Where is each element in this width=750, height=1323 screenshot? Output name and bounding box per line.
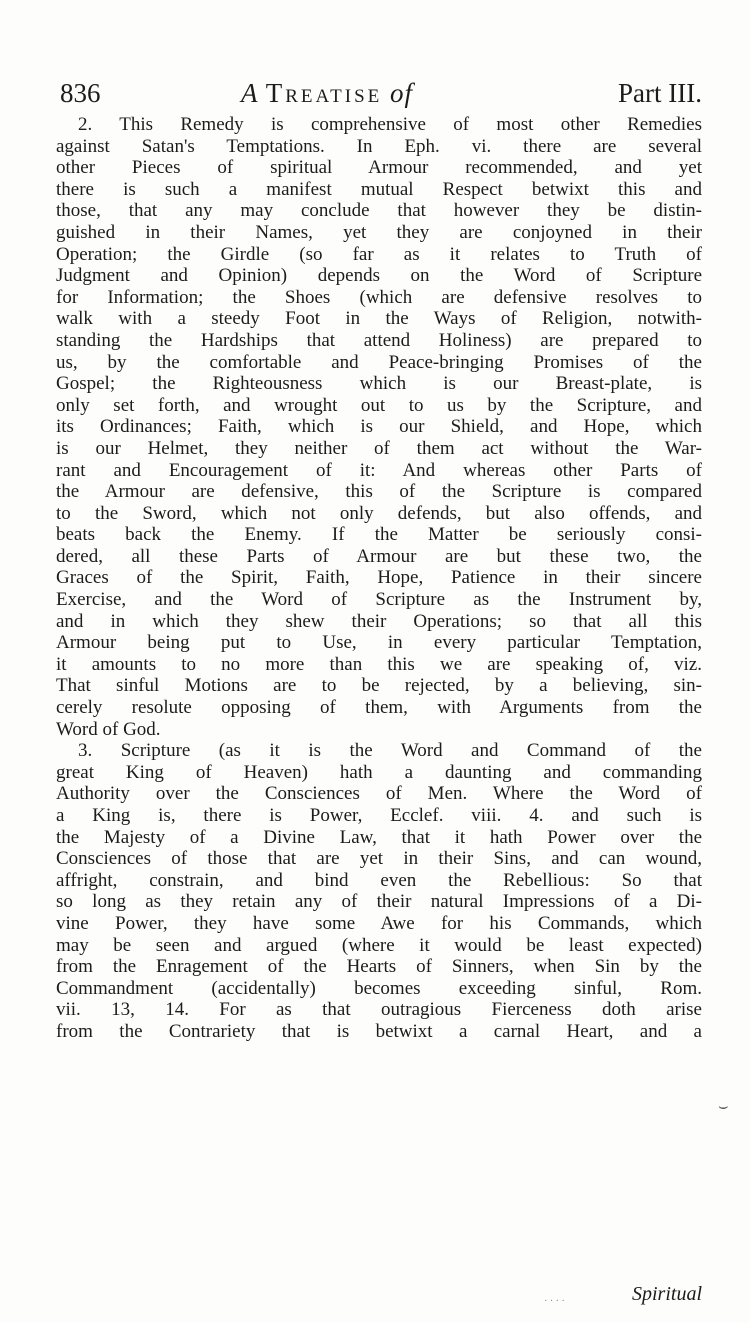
page-header [56, 78, 702, 114]
text-line: the Armour are defensive, this of the Scripture is compared [56, 481, 702, 503]
text-line: cerely resolute opposing of them, with Arguments from the [56, 697, 702, 719]
text-line: and in which they shew their Operations; so that all this [56, 610, 702, 632]
text-line: standing the Hardships that attend Holiness) are prepared to [56, 329, 702, 351]
text-line: vine Power, they have some Awe for his Commands, which [56, 912, 702, 934]
text-line: affright, constrain, and bind even the Rebellious: So that [56, 869, 702, 891]
text-line: its Ordinances; Faith, which is our Shield, and Hope, which [56, 416, 702, 438]
text-line: Graces of the Spirit, Faith, Hope, Patience in their sincere [56, 567, 702, 589]
running-title-suffix: of [390, 78, 414, 108]
text-line: Judgment and Opinion) depends on the Word of Scripture [56, 265, 702, 287]
page-number: 836 [60, 78, 101, 108]
text-line: great King of Heaven) hath a daunting and commanding [56, 761, 702, 783]
text-line: Gospel; the Righteousness which is our Breast-plate, is [56, 373, 702, 395]
text-line: Armour being put to Use, in every particular Temptation, [56, 632, 702, 654]
running-title [241, 78, 413, 109]
text-line: for Information; the Shoes (which are defensive resolves to [56, 286, 702, 308]
margin-mark-icon: ⌣ [718, 1098, 729, 1115]
text-line: us, by the comfortable and Peace-bringing Promises of the [56, 351, 702, 373]
text-line: dered, all these Parts of Armour are but these two, the [56, 545, 702, 567]
text-line: beats back the Enemy. If the Matter be seriously consi- [56, 524, 702, 546]
body-text [56, 114, 702, 1043]
text-line: Word of God. [56, 718, 161, 740]
text-line: only set forth, and wrought out to us by the Scripture, and [56, 394, 702, 416]
text-line: against Satan's Temptations. In Eph. vi. there are several [56, 135, 702, 157]
text-line: a King is, there is Power, Ecclef. viii. 4. and such is [56, 805, 702, 826]
text-line: That sinful Motions are to be rejected, by a believing, sin- [56, 675, 702, 697]
text-line: there is such a manifest mutual Respect betwixt this and [56, 178, 702, 200]
catchword: Spiritual [631, 1283, 702, 1305]
part-label: Part III. [618, 78, 702, 108]
running-title-prefix: A [241, 78, 259, 108]
running-title-word: Treatise [265, 78, 383, 108]
text-line: 2. This Remedy is comprehensive of most other Remedies [78, 114, 702, 135]
text-line: vii. 13, 14. For as that outragious Fierceness doth arise [56, 999, 702, 1021]
text-line: rant and Encouragement of it: And whereas other Parts of [56, 459, 702, 481]
text-line: other Pieces of spiritual Armour recommended, and yet [56, 157, 702, 179]
text-line: Consciences of those that are yet in their Sins, and can wound, [56, 848, 702, 870]
text-line: Authority over the Consciences of Men. Where the Word of [56, 783, 702, 805]
text-line: so long as they retain any of their natural Impressions of a Di- [56, 891, 702, 913]
text-line: Commandment (accidentally) becomes exceeding sinful, Rom. [56, 977, 702, 999]
text-line: Operation; the Girdle (so far as it relates to Truth of [56, 243, 702, 265]
text-line: the Majesty of a Divine Law, that it hath Power over the [56, 826, 702, 848]
text-line: Exercise, and the Word of Scripture as the Instrument by, [56, 589, 702, 611]
text-line: those, that any may conclude that however they be distin- [56, 200, 702, 222]
text-line: guished in their Names, yet they are conjoyned in their [56, 221, 702, 243]
text-line: 3. Scripture (as it is the Word and Command of the [78, 740, 702, 762]
text-line: from the Contrariety that is betwixt a carnal Heart, and a [56, 1020, 702, 1042]
ink-speck-decoration: · · · · [544, 1296, 565, 1307]
text-line: to the Sword, which not only defends, but also offends, and [56, 502, 702, 524]
text-line: from the Enragement of the Hearts of Sinners, when Sin by the [56, 956, 702, 978]
text-line: is our Helmet, they neither of them act without the War- [56, 437, 702, 459]
text-line: may be seen and argued (where it would be least expected) [56, 934, 702, 956]
text-line: walk with a steedy Foot in the Ways of Religion, notwith- [56, 308, 702, 330]
text-line: it amounts to no more than this we are speaking of, viz. [56, 653, 702, 675]
book-page [56, 78, 729, 1307]
